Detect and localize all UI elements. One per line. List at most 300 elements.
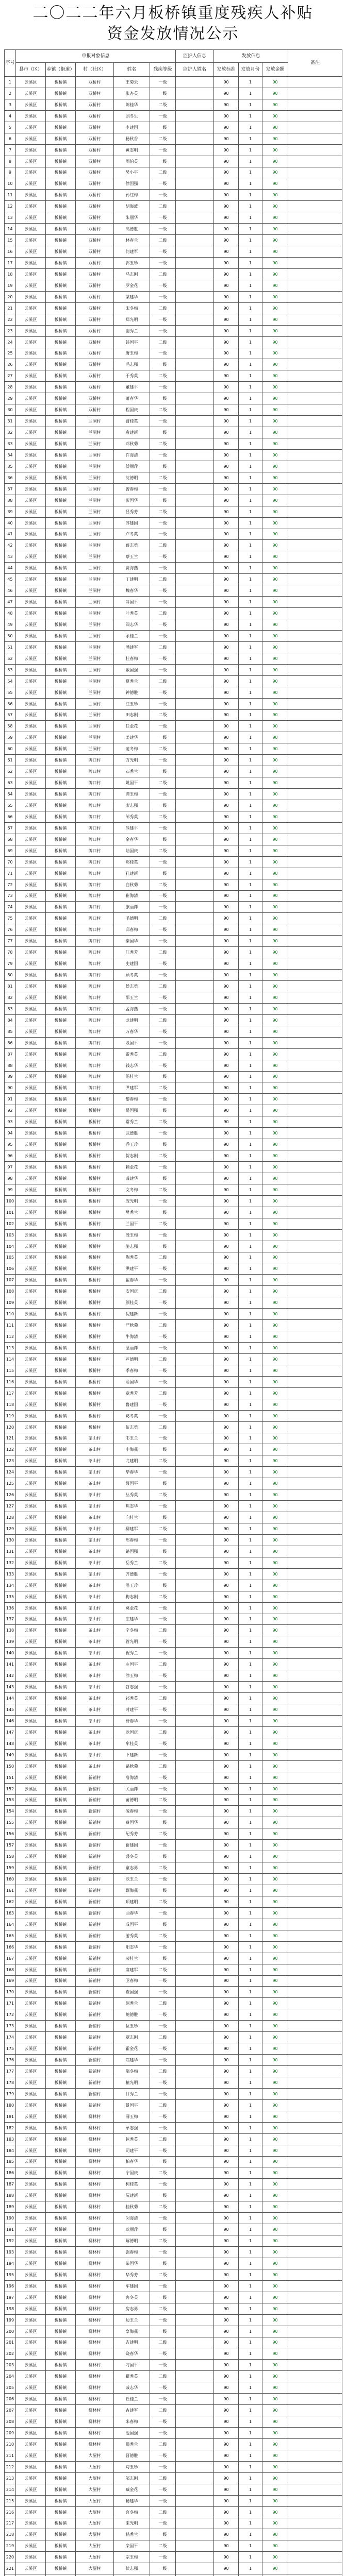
cell-seq: 143: [5, 1682, 16, 1693]
cell-name: 鲍德胜: [114, 2009, 150, 2021]
cell-town: 板桥镇: [46, 1116, 76, 1128]
cell-remark: [288, 1602, 342, 1614]
cell-name: 臧金花: [114, 2484, 150, 2495]
cell-town: 板桥镇: [46, 1162, 76, 1173]
cell-name: 程国庆: [114, 404, 150, 416]
cell-name: 景国平: [114, 2099, 150, 2111]
cell-seq: 12: [5, 201, 16, 212]
cell-disability: 一级: [150, 1682, 176, 1693]
cell-village: 牌口村: [76, 777, 114, 789]
cell-seq: 39: [5, 506, 16, 517]
cell-county: 云溪区: [16, 2043, 46, 2055]
cell-agent-name: [176, 393, 214, 404]
cell-months: 1: [239, 2461, 262, 2472]
cell-town: 板桥镇: [46, 1523, 76, 1535]
cell-agent-name: [176, 2540, 214, 2552]
cell-county: 云溪区: [16, 687, 46, 698]
cell-amount: 90: [262, 88, 288, 99]
cell-standard: 90: [214, 2416, 239, 2428]
table-row: [5, 675, 342, 687]
cell-agent-name: [176, 1116, 214, 1128]
cell-name: 池国强: [114, 2428, 150, 2439]
cell-village: 板桥村: [76, 1150, 114, 1162]
cell-disability: 二级: [150, 1082, 176, 1094]
cell-county: 云溪区: [16, 1353, 46, 1365]
cell-amount: 90: [262, 2360, 288, 2371]
cell-name: 栾国平: [114, 2540, 150, 2552]
cell-standard: 90: [214, 1975, 239, 1987]
cell-agent-name: [176, 1467, 214, 1478]
table-row: [5, 664, 342, 675]
table-row: [5, 1896, 342, 1907]
cell-disability: 一级: [150, 1003, 176, 1014]
cell-village: 兰洞村: [76, 495, 114, 506]
cell-county: 云溪区: [16, 1014, 46, 1026]
table-row: [5, 1568, 342, 1580]
header-town: 乡镇（街道）: [46, 63, 76, 77]
cell-remark: [288, 2495, 342, 2506]
cell-remark: [288, 585, 342, 597]
table-row: [5, 1331, 342, 1343]
cell-agent-name: [176, 924, 214, 936]
table-row: [5, 1048, 342, 1060]
cell-disability: 二级: [150, 302, 176, 314]
cell-months: 1: [239, 314, 262, 325]
cell-amount: 90: [262, 2484, 288, 2495]
cell-standard: 90: [214, 122, 239, 133]
cell-village: 茶山村: [76, 1693, 114, 1704]
table-row: [5, 1580, 342, 1591]
cell-amount: 90: [262, 2055, 288, 2066]
cell-remark: [288, 1105, 342, 1116]
cell-town: 板桥镇: [46, 992, 76, 1003]
cell-county: 云溪区: [16, 1783, 46, 1794]
cell-remark: [288, 2055, 342, 2066]
cell-remark: [288, 1862, 342, 1874]
cell-disability: 一级: [150, 1738, 176, 1749]
cell-amount: 90: [262, 370, 288, 382]
table-row: [5, 1478, 342, 1489]
cell-disability: 一级: [150, 856, 176, 868]
cell-disability: 二级: [150, 777, 176, 789]
cell-name: 芦德明: [114, 1353, 150, 1365]
cell-town: 板桥镇: [46, 1275, 76, 1286]
cell-agent-name: [176, 302, 214, 314]
cell-town: 板桥镇: [46, 879, 76, 890]
table-row: [5, 1455, 342, 1467]
cell-village: 兰洞村: [76, 540, 114, 551]
cell-town: 板桥镇: [46, 1139, 76, 1150]
cell-village: 双桥村: [76, 224, 114, 235]
cell-remark: [288, 2371, 342, 2382]
cell-seq: 220: [5, 2552, 16, 2563]
cell-agent-name: [176, 1794, 214, 1806]
cell-months: 1: [239, 1195, 262, 1207]
table-row: [5, 2416, 342, 2428]
table-row: [5, 2472, 342, 2484]
cell-seq: 165: [5, 1930, 16, 1941]
cell-amount: 90: [262, 1195, 288, 1207]
cell-standard: 90: [214, 1241, 239, 1252]
cell-county: 云溪区: [16, 732, 46, 743]
cell-village: 柳林村: [76, 2326, 114, 2337]
cell-county: 云溪区: [16, 2179, 46, 2190]
cell-seq: 87: [5, 1048, 16, 1060]
table-row: [5, 563, 342, 574]
cell-village: 大屋村: [76, 2529, 114, 2540]
cell-standard: 90: [214, 2280, 239, 2292]
cell-seq: 54: [5, 675, 16, 687]
cell-agent-name: [176, 1229, 214, 1241]
cell-amount: 90: [262, 1105, 288, 1116]
cell-town: 板桥镇: [46, 1297, 76, 1309]
cell-disability: 一级: [150, 789, 176, 800]
cell-name: 丛秀英: [114, 1489, 150, 1501]
cell-seq: 22: [5, 314, 16, 325]
cell-village: 板桥村: [76, 1365, 114, 1376]
cell-seq: 73: [5, 890, 16, 902]
cell-agent-name: [176, 280, 214, 291]
cell-remark: [288, 947, 342, 958]
cell-months: 1: [239, 1297, 262, 1309]
cell-seq: 211: [5, 2450, 16, 2461]
cell-months: 1: [239, 133, 262, 144]
cell-seq: 131: [5, 1546, 16, 1557]
cell-disability: 一级: [150, 280, 176, 291]
cell-months: 1: [239, 2145, 262, 2156]
cell-seq: 105: [5, 1252, 16, 1263]
cell-months: 1: [239, 1139, 262, 1150]
cell-months: 1: [239, 1128, 262, 1139]
cell-standard: 90: [214, 1263, 239, 1275]
cell-town: 板桥镇: [46, 1772, 76, 1783]
cell-seq: 37: [5, 483, 16, 495]
cell-months: 1: [239, 2529, 262, 2540]
cell-remark: [288, 1275, 342, 1286]
cell-standard: 90: [214, 2563, 239, 2574]
cell-village: 兰洞村: [76, 721, 114, 732]
cell-standard: 90: [214, 2405, 239, 2416]
cell-county: 云溪区: [16, 1297, 46, 1309]
cell-county: 云溪区: [16, 1704, 46, 1716]
cell-remark: [288, 879, 342, 890]
table-row: [5, 1094, 342, 1105]
cell-standard: 90: [214, 2122, 239, 2133]
cell-standard: 90: [214, 1399, 239, 1410]
cell-disability: 一级: [150, 416, 176, 427]
cell-name: 毕春华: [114, 1467, 150, 1478]
cell-county: 云溪区: [16, 641, 46, 653]
cell-seq: 17: [5, 258, 16, 269]
cell-disability: 一级: [150, 393, 176, 404]
cell-amount: 90: [262, 495, 288, 506]
cell-county: 云溪区: [16, 890, 46, 902]
cell-months: 1: [239, 291, 262, 302]
cell-amount: 90: [262, 2495, 288, 2506]
cell-disability: 一级: [150, 1195, 176, 1207]
cell-town: 板桥镇: [46, 1874, 76, 1885]
cell-town: 板桥镇: [46, 721, 76, 732]
cell-town: 板桥镇: [46, 2133, 76, 2145]
cell-name: 秦国华: [114, 936, 150, 947]
cell-agent-name: [176, 1953, 214, 1964]
cell-county: 云溪区: [16, 2167, 46, 2179]
cell-amount: 90: [262, 1275, 288, 1286]
cell-remark: [288, 1309, 342, 1320]
cell-seq: 72: [5, 879, 16, 890]
cell-county: 云溪区: [16, 2371, 46, 2382]
cell-agent-name: [176, 1874, 214, 1885]
cell-agent-name: [176, 1602, 214, 1614]
cell-agent-name: [176, 1128, 214, 1139]
cell-village: 新铺村: [76, 1953, 114, 1964]
cell-seq: 61: [5, 755, 16, 766]
cell-amount: 90: [262, 1139, 288, 1150]
table-row: [5, 370, 342, 382]
cell-seq: 103: [5, 1229, 16, 1241]
cell-town: 板桥镇: [46, 268, 76, 280]
cell-remark: [288, 721, 342, 732]
cell-amount: 90: [262, 1602, 288, 1614]
cell-standard: 90: [214, 1048, 239, 1060]
table-row: [5, 280, 342, 291]
cell-disability: 一级: [150, 2043, 176, 2055]
cell-name: 包秀英: [114, 2133, 150, 2145]
cell-months: 1: [239, 2450, 262, 2461]
cell-county: 云溪区: [16, 1874, 46, 1885]
cell-standard: 90: [214, 2292, 239, 2303]
cell-seq: 44: [5, 563, 16, 574]
cell-village: 新铺村: [76, 1907, 114, 1919]
cell-town: 板桥镇: [46, 1501, 76, 1512]
cell-remark: [288, 88, 342, 99]
cell-seq: 123: [5, 1455, 16, 1467]
cell-county: 云溪区: [16, 472, 46, 483]
cell-county: 云溪区: [16, 1930, 46, 1941]
cell-months: 1: [239, 1309, 262, 1320]
cell-standard: 90: [214, 563, 239, 574]
cell-disability: 一级: [150, 2428, 176, 2439]
table-row: [5, 483, 342, 495]
cell-months: 1: [239, 1964, 262, 1975]
table-header: [5, 50, 342, 77]
cell-amount: 90: [262, 811, 288, 822]
cell-village: 茶山村: [76, 1682, 114, 1693]
cell-name: 易国强: [114, 1105, 150, 1116]
cell-name: 温丽萍: [114, 1343, 150, 1354]
table-row: [5, 834, 342, 845]
table-row: [5, 890, 342, 902]
cell-amount: 90: [262, 1941, 288, 1953]
cell-seq: 144: [5, 1693, 16, 1704]
cell-remark: [288, 777, 342, 789]
cell-county: 云溪区: [16, 2055, 46, 2066]
cell-remark: [288, 2122, 342, 2133]
cell-remark: [288, 698, 342, 709]
cell-disability: 二级: [150, 1896, 176, 1907]
cell-name: 靳建国: [114, 1840, 150, 1851]
cell-months: 1: [239, 755, 262, 766]
cell-remark: [288, 1512, 342, 1523]
cell-name: 牟桂英: [114, 1738, 150, 1749]
cell-town: 板桥镇: [46, 1998, 76, 2009]
table-row: [5, 2055, 342, 2066]
cell-seq: 104: [5, 1241, 16, 1252]
cell-agent-name: [176, 1987, 214, 1998]
cell-agent-name: [176, 1975, 214, 1987]
cell-remark: [288, 936, 342, 947]
table-row: [5, 879, 342, 890]
cell-remark: [288, 178, 342, 190]
cell-town: 板桥镇: [46, 348, 76, 359]
cell-amount: 90: [262, 2099, 288, 2111]
cell-standard: 90: [214, 743, 239, 755]
table-row: [5, 2348, 342, 2360]
cell-village: 新铺村: [76, 1998, 114, 2009]
cell-town: 板桥镇: [46, 2280, 76, 2292]
cell-remark: [288, 2348, 342, 2360]
cell-remark: [288, 427, 342, 438]
cell-town: 板桥镇: [46, 551, 76, 563]
cell-county: 云溪区: [16, 1693, 46, 1704]
cell-agent-name: [176, 1286, 214, 1297]
cell-standard: 90: [214, 2518, 239, 2529]
cell-disability: 一级: [150, 936, 176, 947]
cell-agent-name: [176, 2371, 214, 2382]
cell-name: 刘冬生: [114, 110, 150, 122]
cell-months: 1: [239, 2269, 262, 2280]
cell-amount: 90: [262, 822, 288, 834]
cell-town: 板桥镇: [46, 1286, 76, 1297]
table-row: [5, 2009, 342, 2021]
cell-amount: 90: [262, 2111, 288, 2122]
cell-name: 张杏英: [114, 88, 150, 99]
cell-remark: [288, 2133, 342, 2145]
cell-village: 牌口村: [76, 992, 114, 1003]
cell-county: 云溪区: [16, 1591, 46, 1602]
cell-town: 板桥镇: [46, 913, 76, 924]
cell-months: 1: [239, 258, 262, 269]
cell-county: 云溪区: [16, 2382, 46, 2394]
table-row: [5, 619, 342, 631]
cell-town: 板桥镇: [46, 122, 76, 133]
cell-remark: [288, 2201, 342, 2213]
cell-standard: 90: [214, 404, 239, 416]
cell-disability: 一级: [150, 1907, 176, 1919]
cell-town: 板桥镇: [46, 2145, 76, 2156]
cell-standard: 90: [214, 2201, 239, 2213]
cell-remark: [288, 2360, 342, 2371]
header-group-issue: 发放信息: [214, 50, 288, 63]
cell-disability: 一级: [150, 1953, 176, 1964]
cell-name: 樊秀兰: [114, 1207, 150, 1218]
cell-county: 云溪区: [16, 2247, 46, 2258]
cell-amount: 90: [262, 1060, 288, 1071]
cell-town: 板桥镇: [46, 902, 76, 913]
cell-amount: 90: [262, 2326, 288, 2337]
table-row: [5, 2235, 342, 2247]
cell-county: 云溪区: [16, 1105, 46, 1116]
cell-town: 板桥镇: [46, 2371, 76, 2382]
cell-months: 1: [239, 224, 262, 235]
cell-months: 1: [239, 1738, 262, 1749]
cell-town: 板桥镇: [46, 1783, 76, 1794]
cell-disability: 一级: [150, 1851, 176, 1862]
cell-standard: 90: [214, 2428, 239, 2439]
cell-disability: 一级: [150, 1037, 176, 1048]
cell-county: 云溪区: [16, 2235, 46, 2247]
cell-standard: 90: [214, 1026, 239, 1037]
cell-amount: 90: [262, 868, 288, 879]
cell-months: 1: [239, 890, 262, 902]
table-row: [5, 99, 342, 110]
cell-standard: 90: [214, 981, 239, 992]
cell-county: 云溪区: [16, 404, 46, 416]
cell-disability: 一级: [150, 970, 176, 981]
cell-seq: 116: [5, 1376, 16, 1387]
table-row: [5, 2552, 342, 2563]
cell-remark: [288, 732, 342, 743]
cell-months: 1: [239, 1037, 262, 1048]
cell-town: 板桥镇: [46, 1263, 76, 1275]
cell-county: 云溪区: [16, 1828, 46, 1840]
table-row: [5, 585, 342, 597]
cell-standard: 90: [214, 1614, 239, 1625]
cell-remark: [288, 280, 342, 291]
cell-disability: 二级: [150, 743, 176, 755]
cell-amount: 90: [262, 404, 288, 416]
cell-town: 板桥镇: [46, 732, 76, 743]
cell-county: 云溪区: [16, 2337, 46, 2348]
cell-county: 云溪区: [16, 1512, 46, 1523]
cell-remark: [288, 709, 342, 721]
cell-remark: [288, 2540, 342, 2552]
cell-remark: [288, 1410, 342, 1421]
cell-standard: 90: [214, 1636, 239, 1648]
cell-name: 颜桂英: [114, 1297, 150, 1309]
cell-amount: 90: [262, 2201, 288, 2213]
cell-seq: 175: [5, 2043, 16, 2055]
cell-remark: [288, 902, 342, 913]
cell-standard: 90: [214, 2472, 239, 2484]
cell-disability: 二级: [150, 1557, 176, 1568]
cell-village: 牌口村: [76, 845, 114, 856]
cell-standard: 90: [214, 2269, 239, 2280]
cell-amount: 90: [262, 2394, 288, 2405]
cell-name: 孔建新: [114, 868, 150, 879]
table-row: [5, 2066, 342, 2077]
cell-seq: 158: [5, 1851, 16, 1862]
table-row: [5, 1252, 342, 1263]
cell-seq: 68: [5, 834, 16, 845]
cell-amount: 90: [262, 1919, 288, 1930]
cell-standard: 90: [214, 1467, 239, 1478]
cell-village: 柳林村: [76, 2292, 114, 2303]
cell-seq: 3: [5, 99, 16, 110]
cell-months: 1: [239, 1783, 262, 1794]
cell-village: 柳林村: [76, 2382, 114, 2394]
cell-seq: 166: [5, 1941, 16, 1953]
cell-standard: 90: [214, 585, 239, 597]
cell-disability: 二级: [150, 2540, 176, 2552]
cell-disability: 二级: [150, 1048, 176, 1060]
cell-agent-name: [176, 2111, 214, 2122]
cell-agent-name: [176, 167, 214, 178]
cell-county: 云溪区: [16, 325, 46, 336]
cell-disability: 二级: [150, 1998, 176, 2009]
cell-town: 板桥镇: [46, 675, 76, 687]
cell-county: 云溪区: [16, 280, 46, 291]
